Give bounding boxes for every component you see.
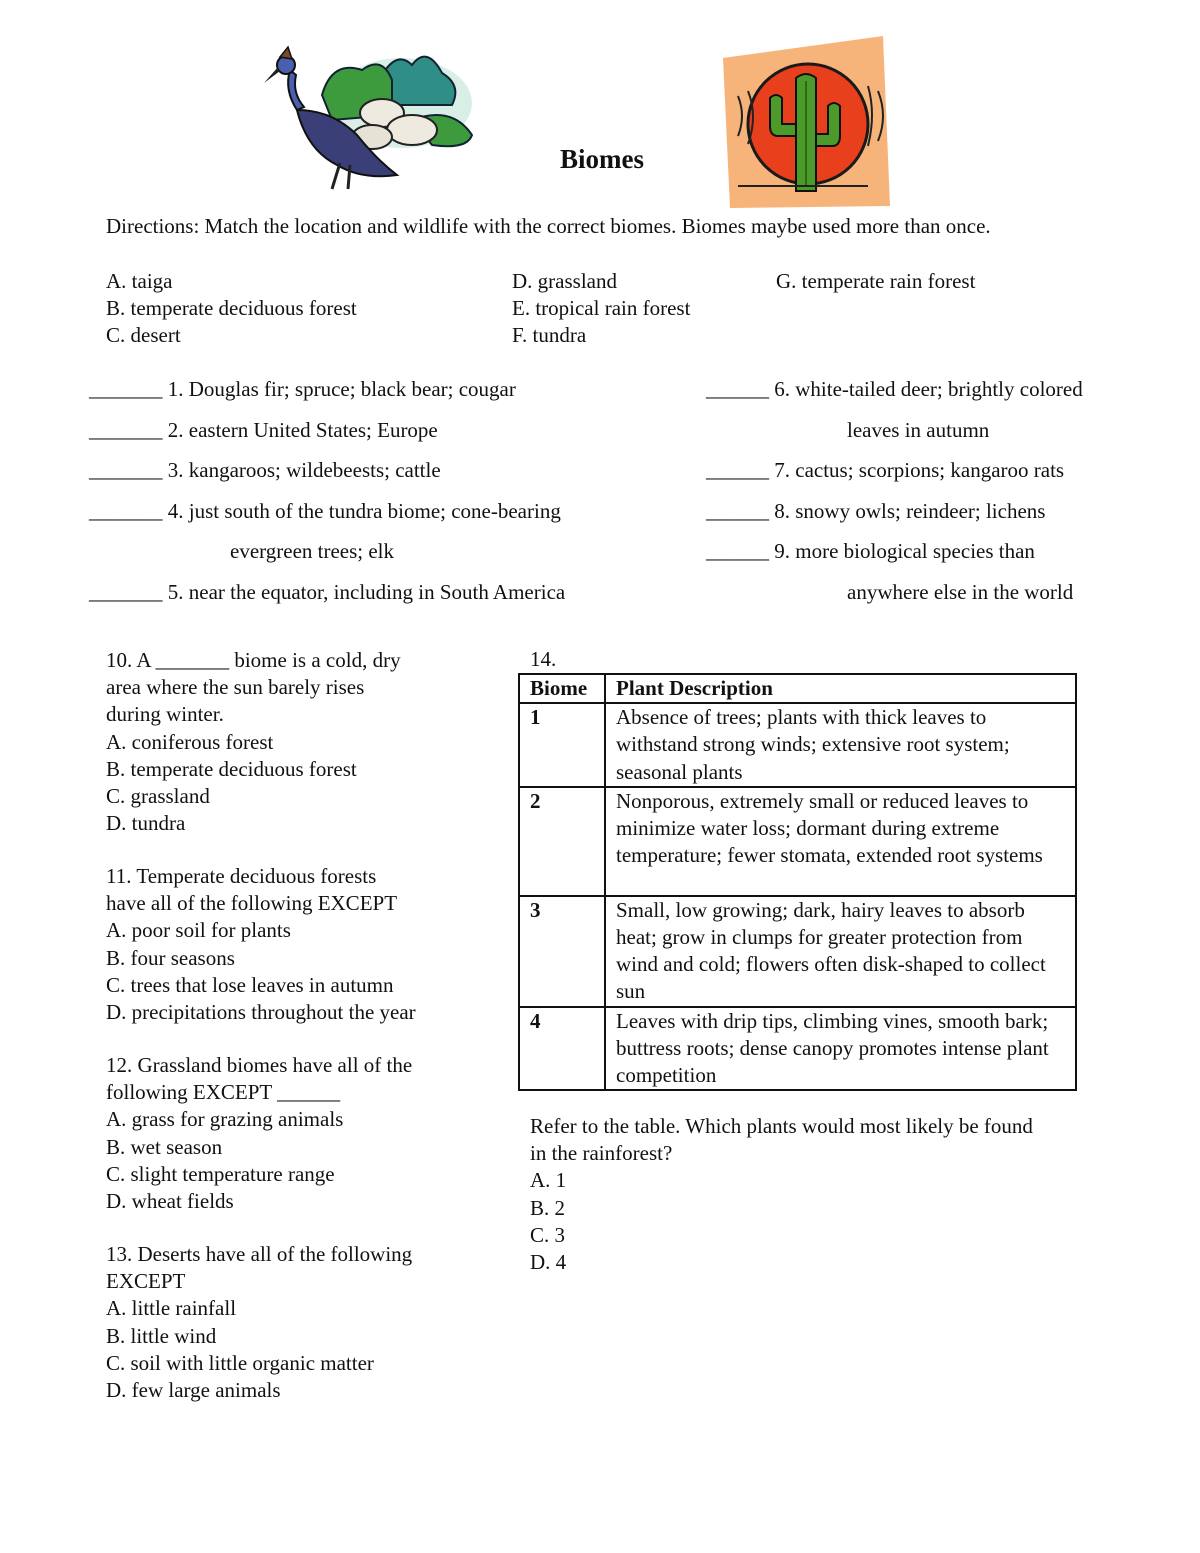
matching-item-9 [706,538,1035,565]
question-10 [106,647,401,837]
matching-text-continued: leaves in autumn [847,418,990,442]
matching-item-1 [89,376,516,403]
answer-blank[interactable]: _______ [89,458,163,482]
matching-text-continued: evergreen trees; elk [230,539,395,563]
answer-blank[interactable]: ______ [706,458,769,482]
question-stem: following EXCEPT ______ [106,1080,341,1105]
answer-option[interactable]: C. 3 [530,1222,566,1247]
question-12 [106,1052,412,1215]
answer-option[interactable]: C. soil with little organic matter [106,1350,374,1375]
biome-number: 3 [519,896,605,1007]
answer-option[interactable]: B. 2 [530,1195,566,1220]
answer-option[interactable]: A. poor soil for plants [106,918,291,943]
answer-blank[interactable]: ______ [706,539,769,563]
answer-option[interactable]: A. little rainfall [106,1296,237,1321]
answer-option[interactable]: D. tundra [106,811,186,836]
answer-blank[interactable]: ______ [706,377,769,401]
answer-option[interactable]: B. temperate deciduous forest [106,756,357,781]
matching-text: 7. cactus; scorpions; kangaroo rats [774,458,1065,482]
matching-text-continued: anywhere else in the world [847,580,1074,604]
table-row [519,896,1076,1007]
matching-text: 3. kangaroos; wildebeests; cattle [167,458,441,482]
biome-choice-list [106,268,357,350]
matching-item-8 [706,498,1045,525]
matching-text: 6. white-tailed deer; brightly colored [774,377,1083,401]
biome-choice: B. temperate deciduous forest [106,296,357,321]
question-stem: in the rainforest? [530,1141,673,1166]
answer-option[interactable]: B. wet season [106,1134,223,1159]
cassowary-bird-clipart [262,35,474,190]
biome-choice-list [512,268,690,350]
plant-description: Leaves with drip tips, climbing vines, smooth bark; buttress roots; dense canopy promotes intense plant competition [605,1007,1076,1091]
table-header: Biome [519,674,605,703]
answer-blank[interactable]: ______ [706,499,769,523]
question-stem: 13. Deserts have all of the following [106,1242,413,1266]
matching-item-5 [89,579,565,606]
question-stem: 10. A _______ biome is a cold, dry [106,648,401,672]
plant-description: Absence of trees; plants with thick leaves to withstand strong winds; extensive root system; seasonal plants [605,703,1076,787]
answer-option[interactable]: B. little wind [106,1323,217,1348]
matching-item-4 [89,498,561,525]
answer-blank[interactable]: _______ [89,580,163,604]
answer-option[interactable]: C. slight temperature range [106,1161,335,1186]
matching-text: 5. near the equator, including in South America [167,580,566,604]
matching-text: 1. Douglas fir; spruce; black bear; cougar [167,377,516,401]
answer-blank[interactable]: _______ [89,377,163,401]
question-14-label: 14. [530,647,557,671]
biome-number: 2 [519,787,605,896]
question-stem: 12. Grassland biomes have all of the [106,1053,413,1077]
answer-blank[interactable]: _______ [89,418,163,442]
matching-item-3 [89,457,441,484]
desert-cactus-sun-clipart [718,36,893,211]
answer-option[interactable]: B. four seasons [106,945,235,970]
question-11 [106,863,416,1026]
answer-option[interactable]: A. coniferous forest [106,729,274,754]
question-14 [530,1113,1033,1276]
question-stem: EXCEPT [106,1269,186,1294]
plant-description: Nonporous, extremely small or reduced leaves to minimize water loss; dormant during extreme temperature; fewer stomata, extended root systems [605,787,1076,896]
question-13 [106,1241,412,1404]
matching-text: 8. snowy owls; reindeer; lichens [774,499,1046,523]
biome-choice-list [776,268,975,295]
biome-choice: A. taiga [106,269,173,293]
biome-number: 4 [519,1007,605,1091]
question-stem: have all of the following EXCEPT [106,891,398,916]
answer-option[interactable]: C. grassland [106,784,210,809]
answer-blank[interactable]: _______ [89,499,163,523]
answer-option[interactable]: D. few large animals [106,1378,281,1403]
matching-item-7 [706,457,1064,484]
biome-choice: C. desert [106,323,181,348]
question-stem: Refer to the table. Which plants would most likely be found [530,1114,1033,1138]
table-row [519,787,1076,896]
answer-option[interactable]: D. wheat fields [106,1189,234,1214]
plant-description: Small, low growing; dark, hairy leaves to absorb heat; grow in clumps for greater protection from wind and cold; flowers often disk-shaped to collect sun [605,896,1076,1007]
biome-choice: F. tundra [512,323,587,348]
table-header-row [519,674,1076,703]
table-header: Plant Description [605,674,1076,703]
question-stem: area where the sun barely rises [106,675,365,700]
matching-text: 9. more biological species than [774,539,1035,563]
table-row [519,1007,1076,1091]
answer-option[interactable]: D. precipitations throughout the year [106,1000,416,1025]
matching-item-2 [89,417,438,444]
matching-text: 4. just south of the tundra biome; cone-bearing [167,499,561,523]
matching-item-6 [706,376,1083,403]
answer-option[interactable]: A. 1 [530,1168,567,1193]
matching-text: 2. eastern United States; Europe [167,418,438,442]
plant-description-table [518,673,1077,1091]
biome-choice: E. tropical rain forest [512,296,691,321]
answer-option[interactable]: A. grass for grazing animals [106,1107,344,1132]
biome-choice: G. temperate rain forest [776,269,976,293]
question-stem: during winter. [106,702,224,727]
table-row [519,703,1076,787]
answer-option[interactable]: C. trees that lose leaves in autumn [106,972,394,997]
biome-choice: D. grassland [512,269,617,293]
directions-text: Directions: Match the location and wildlife with the correct biomes. Biomes maybe used more than once. [106,214,991,238]
page-title: Biomes [560,144,644,174]
biome-number: 1 [519,703,605,787]
question-stem: 11. Temperate deciduous forests [106,864,377,888]
answer-option[interactable]: D. 4 [530,1250,567,1275]
